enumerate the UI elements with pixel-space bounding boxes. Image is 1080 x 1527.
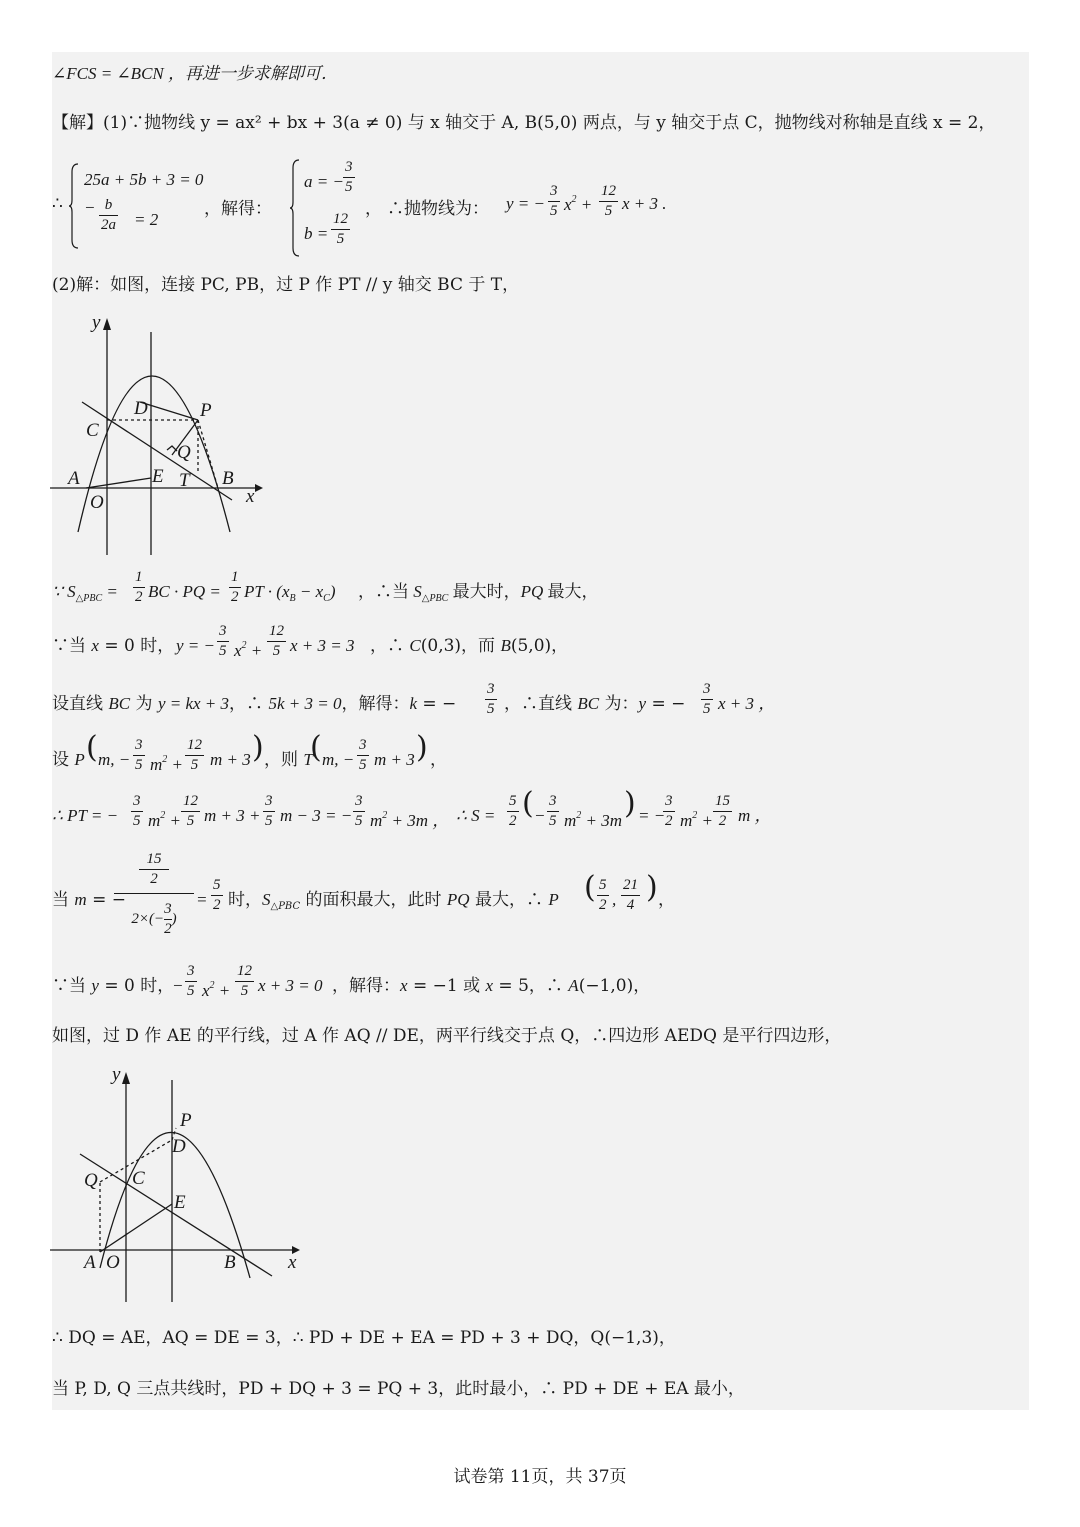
result-label: ∴抛物线为： [387, 199, 489, 219]
svg-text:y: y [112, 1064, 121, 1085]
svg-text:x: x [246, 486, 255, 507]
text-line-1: ∠FCS = ∠BCN ，再进一步求解即可． [52, 64, 338, 83]
svg-text:P: P [180, 1110, 192, 1131]
sys1-eq2: = 2 [134, 210, 159, 229]
equation-system-line: ∴ 25a + 5b + 3 = 0 − $\frac{b}{2a}$ = 2 ，解得： a = − $\frac{3}{5}$ b = $\frac{12}{5}$ ， ∴抛物线为： y = − $\frac{3}{5}$ $x^2$ + $\frac{12}{5}$ x + 3 . [52, 158, 752, 258]
svg-text:O: O [106, 1252, 120, 1273]
svg-text:x: x [288, 1252, 297, 1273]
brace-left-2 [289, 158, 301, 258]
text-line-12: 如图，过 D 作 AE 的平行线，过 A 作 AQ // DE，两平行线交于点 Q，∴四边形 AEDQ 是平行四边形， [52, 1026, 842, 1046]
text-line-4: (2)解：如图，连接 PC, PB，过 P 作 PT // y 轴交 BC 于 T， [52, 275, 520, 295]
svg-text:P: P [200, 400, 212, 421]
svg-text:C: C [86, 420, 99, 441]
solve-label: ，解得： [204, 199, 272, 219]
figure-1-parabola [50, 310, 270, 560]
svg-text:A: A [84, 1252, 96, 1273]
svg-text:Q: Q [177, 442, 191, 463]
svg-text:O: O [90, 492, 104, 513]
svg-text:D: D [134, 398, 148, 419]
text-line-13: ∴ DQ = AE，AQ = DE = 3，∴ PD + DE + EA = PD + 3 + DQ，Q(−1,3)， [52, 1328, 676, 1348]
svg-text:E: E [152, 466, 164, 487]
svg-text:A: A [68, 468, 80, 489]
svg-text:D: D [172, 1136, 186, 1157]
svg-text:C: C [132, 1168, 145, 1189]
brace-left-1 [68, 162, 80, 250]
svg-text:y: y [92, 312, 101, 333]
svg-text:E: E [174, 1192, 186, 1213]
svg-text:B: B [222, 468, 234, 489]
sys1-eq1: 25a + 5b + 3 = 0 [84, 170, 204, 189]
figure-2-parabola [50, 1062, 310, 1307]
text-line-2: 【解】(1)∵抛物线 y = ax² + bx + 3(a ≠ 0) 与 x 轴交于 A, B(5,0) 两点，与 y 轴交于点 C，抛物线对称轴是直线 x = 2， [52, 113, 996, 133]
text-line-14: 当 P, D, Q 三点共线时，PD + DQ + 3 = PQ + 3，此时最小，∴ PD + DE + EA 最小， [52, 1379, 745, 1399]
page-footer: 试卷第 11页，共 37页 [453, 1467, 627, 1487]
svg-text:Q: Q [84, 1170, 98, 1191]
svg-text:B: B [224, 1252, 236, 1273]
svg-text:T: T [179, 470, 190, 491]
